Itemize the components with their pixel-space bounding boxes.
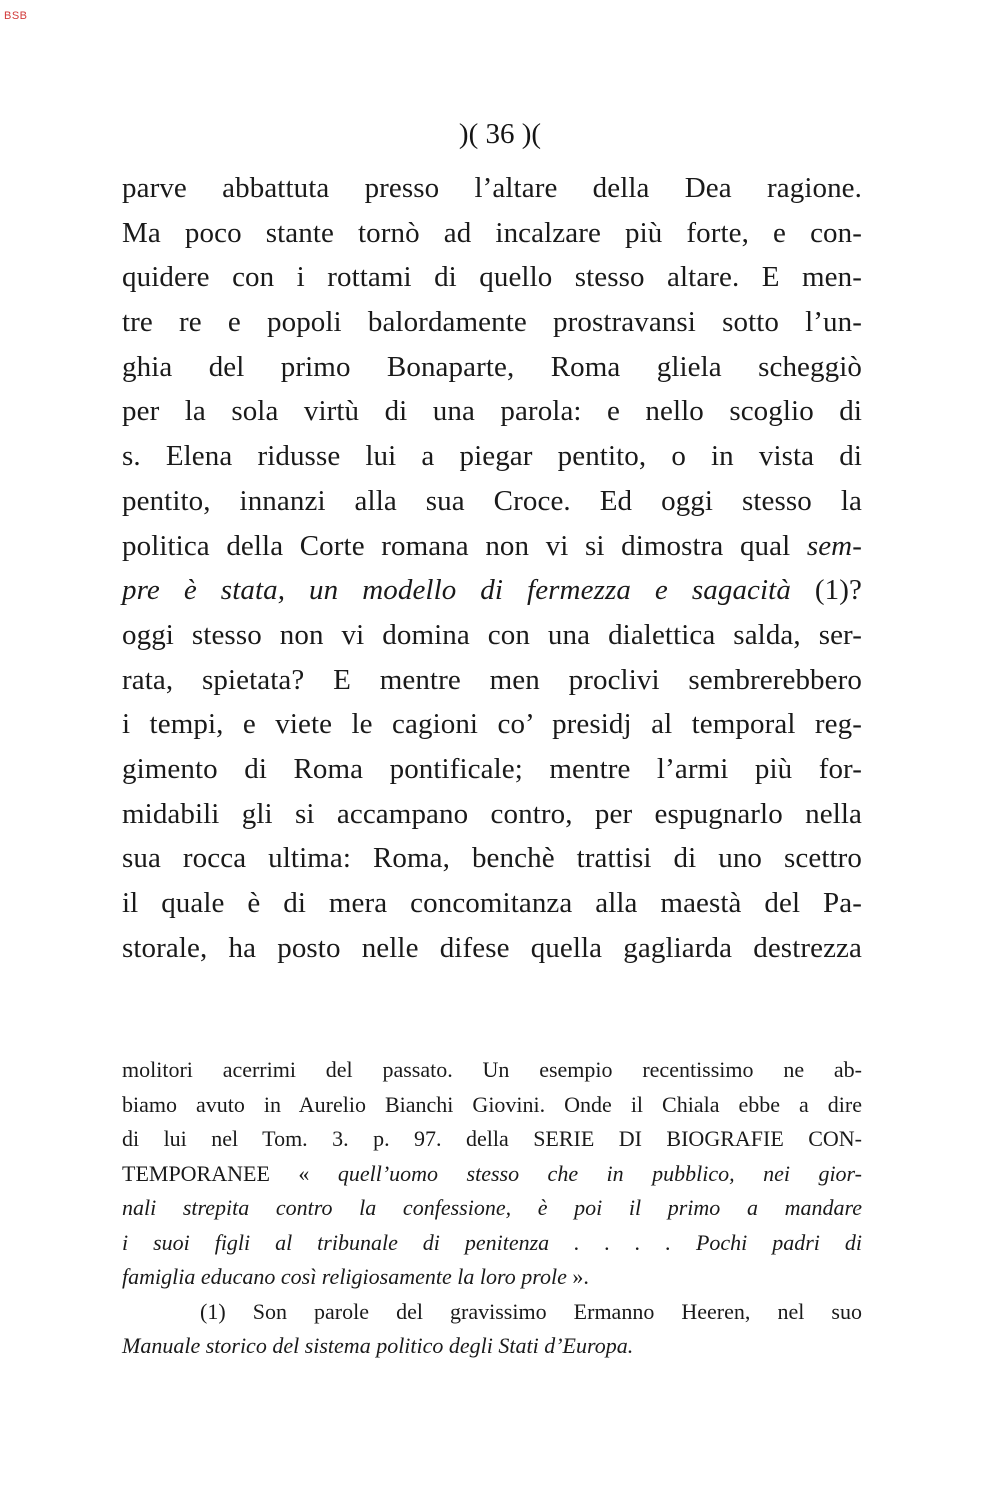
text-line: politica della Corte romana non vi si dimostra qual sem- <box>122 529 862 562</box>
footnote-line: biamo avuto in Aurelio Bianchi Giovini. Onde il Chiala ebbe a dire <box>122 1091 862 1117</box>
page-number: )( 36 )( <box>458 118 542 150</box>
text-line: pre è stata, un modello di fermezza e sagacità (1)? <box>122 574 862 607</box>
text-line: tre re e popoli balordamente prostravansi sotto l’un- <box>122 306 862 339</box>
text-line: midabili gli si accampano contro, per espugnarlo nella <box>122 797 862 830</box>
text-line: s. Elena ridusse lui a piegar pentito, o in vista di <box>122 440 862 473</box>
text-line: parve abbattuta presso l’altare della Dea ragione. <box>122 172 862 204</box>
text-line: rata, spietata? E mentre men proclivi sembrerebbero <box>122 663 862 696</box>
text-line: i tempi, e viete le cagioni co’ presidj al temporal reg- <box>122 708 862 741</box>
text-line: quidere con i rottami di quello stesso altare. E men- <box>122 261 862 294</box>
footnote-line: molitori acerrimi del passato. Un esempio recentissimo ne ab- <box>122 1057 862 1082</box>
watermark: BSB <box>4 10 28 22</box>
text-line: gimento di Roma pontificale; mentre l’armi più for- <box>122 752 862 785</box>
footnote-line: nali strepita contro la confessione, è poi il primo a mandare <box>122 1195 862 1220</box>
text-line: sua rocca ultima: Roma, benchè trattisi di uno scettro <box>122 842 862 875</box>
text-line: pentito, innanzi alla sua Croce. Ed oggi stesso la <box>122 484 862 517</box>
footnotes <box>122 1053 862 1364</box>
text-line: oggi stesso non vi domina con una dialettica salda, ser- <box>122 618 862 651</box>
footnote-line: TEMPORANEE « quell’uomo stesso che in pubblico, nei gior- <box>122 1160 862 1186</box>
footnote-1: (1) Son parole del gravissimo Ermanno Heeren, nel suo <box>200 1298 862 1324</box>
text-line: storale, ha posto nelle difese quella gagliarda destrezza <box>122 931 862 964</box>
footnote-line: famiglia educano così religiosamente la loro prole ». <box>122 1264 589 1289</box>
main-text <box>122 166 862 970</box>
footnote-line: i suoi figli al tribunale di penitenza . . . . Pochi padri di <box>122 1229 862 1255</box>
text-line: ghia del primo Bonaparte, Roma gliela scheggiò <box>122 350 862 383</box>
text-line: per la sola virtù di una parola: e nello scoglio di <box>122 395 862 428</box>
footnote-line: di lui nel Tom. 3. p. 97. della SERIE DI BIOGRAFIE CON- <box>122 1126 862 1151</box>
text-line: Ma poco stante tornò ad incalzare più forte, e con- <box>122 216 862 249</box>
footnote-line: Manuale storico del sistema politico degli Stati d’Europa. <box>122 1333 634 1358</box>
text-line: il quale è di mera concomitanza alla maestà del Pa- <box>122 887 862 919</box>
